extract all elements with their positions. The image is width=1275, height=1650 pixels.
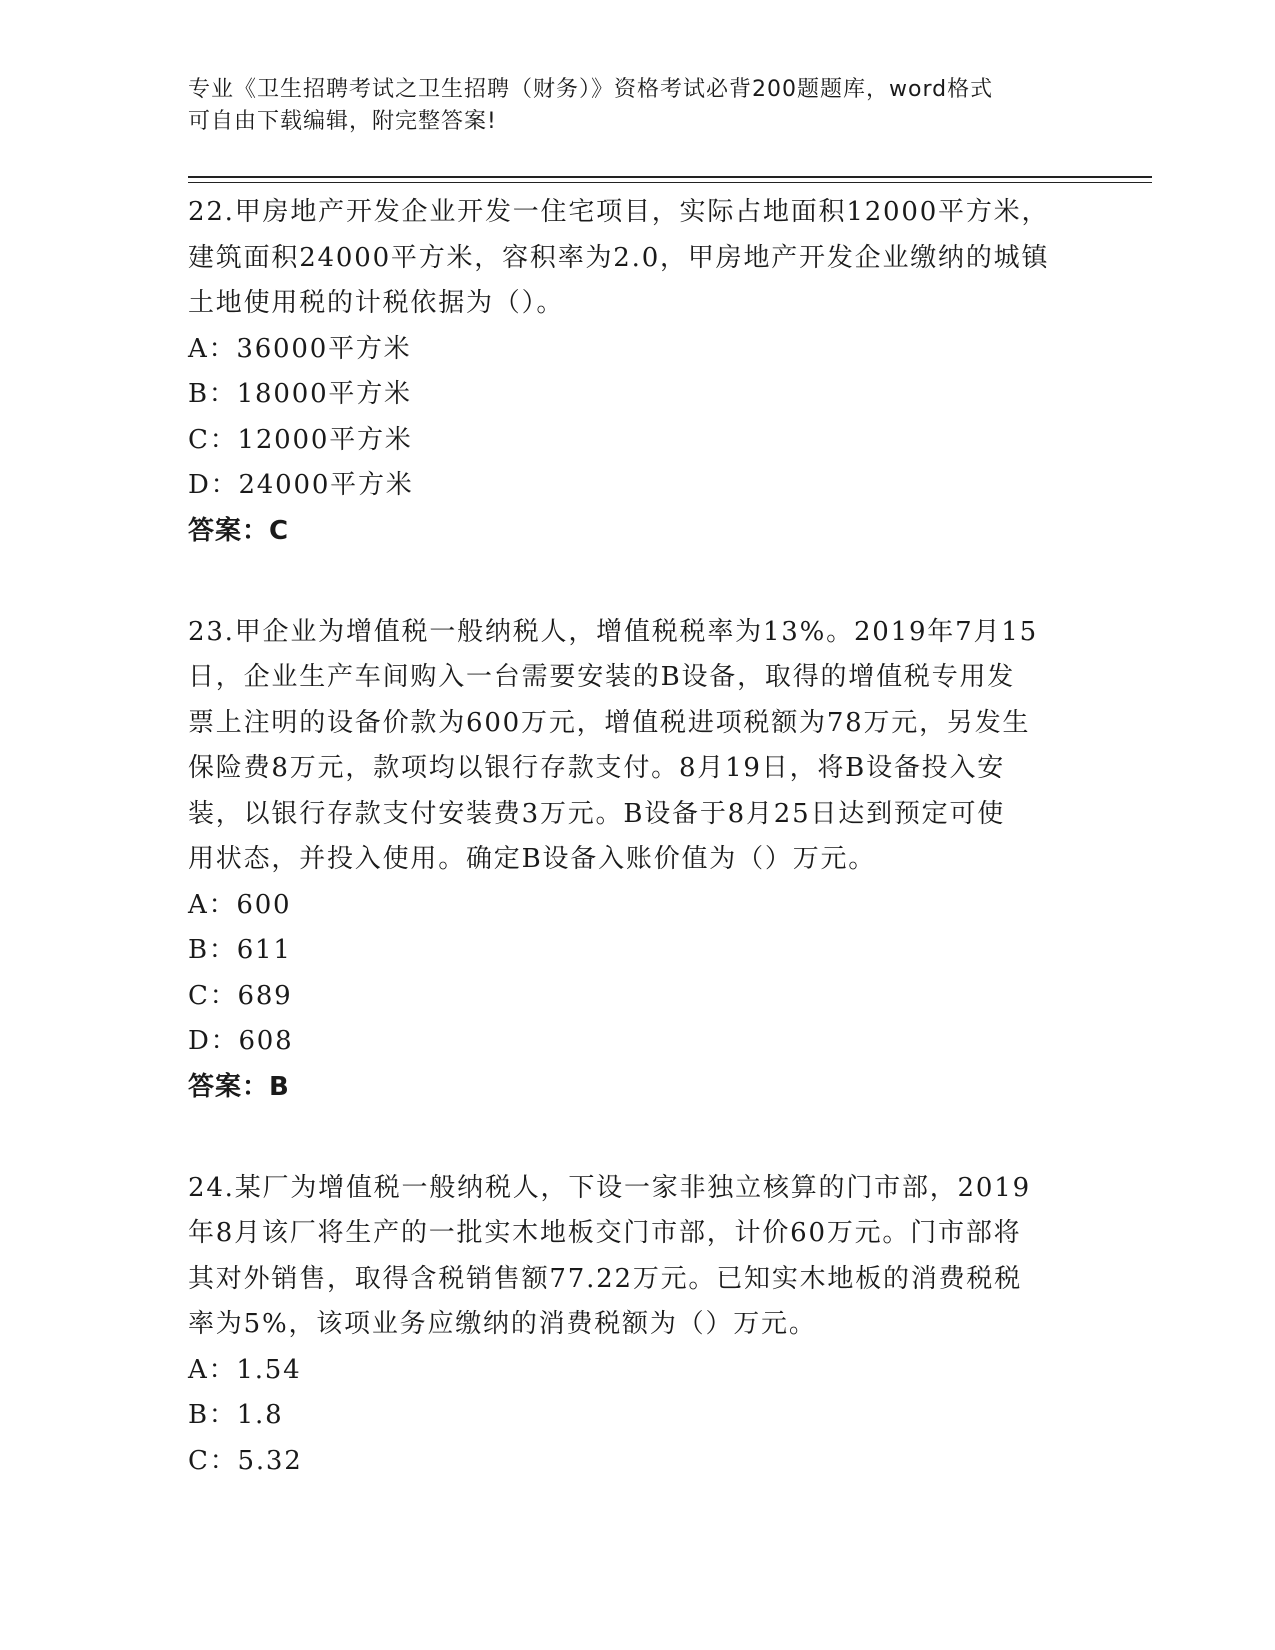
header-line-1: 专业《卫生招聘考试之卫生招聘（财务）》资格考试必背200题题库，word格式 (188, 77, 994, 102)
question-stem-line: 其对外销售，取得含税销售额77.22万元。已知实木地板的消费税税 (188, 1263, 1023, 1294)
question-stem-line: 土地使用税的计税依据为（）。 (188, 288, 565, 318)
question-stem-line: 22.甲房地产开发企业开发一住宅项目，实际占地面积12000平方米， (188, 197, 1050, 227)
option-b: B：18000平方米 (188, 379, 412, 409)
question-24 (188, 1166, 1088, 1485)
question-list (188, 190, 1088, 1484)
option-b: B：611 (188, 935, 292, 965)
option-d: D：24000平方米 (188, 470, 414, 500)
question-stem-line: 票上注明的设备价款为600万元，增值税进项税额为78万元，另发生 (188, 707, 1031, 738)
question-stem-line: 装，以银行存款支付安装费3万元。B设备于8月25日达到预定可使 (188, 798, 1006, 829)
option-d: D：608 (188, 1026, 294, 1056)
question-stem-line: 日，企业生产车间购入一台需要安装的B设备，取得的增值税专用发 (188, 662, 1016, 692)
document-header (188, 74, 1088, 138)
question-stem-line: 保险费8万元，款项均以银行存款支付。8月19日，将B设备投入安 (188, 753, 1006, 783)
answer-line: 答案：C (188, 515, 290, 546)
question-spacer (188, 554, 1088, 610)
question-stem-line: 24.某厂为增值税一般纳税人，下设一家非独立核算的门市部，2019 (188, 1172, 1031, 1203)
answer-line: 答案：B (188, 1071, 290, 1102)
question-stem-line: 年8月该厂将生产的一批实木地板交门市部，计价60万元。门市部将 (188, 1218, 1022, 1248)
question-stem-line: 建筑面积24000平方米，容积率为2.0，甲房地产开发企业缴纳的城镇 (188, 242, 1050, 273)
question-23 (188, 610, 1088, 1110)
header-divider-thin (188, 182, 1152, 183)
question-spacer (188, 1110, 1088, 1166)
option-b: B：1.8 (188, 1400, 284, 1430)
question-stem-line: 用状态，并投入使用。确定B设备入账价值为（）万元。 (188, 844, 877, 874)
header-divider-thick (188, 176, 1152, 178)
question-22 (188, 190, 1088, 554)
option-c: C：12000平方米 (188, 424, 413, 455)
option-a: A：36000平方米 (188, 333, 412, 364)
question-stem-line: 23.甲企业为增值税一般纳税人，增值税税率为13%。2019年7月15 (188, 616, 1038, 647)
option-a: A：600 (188, 889, 292, 920)
option-c: C：5.32 (188, 1445, 303, 1476)
option-a: A：1.54 (188, 1354, 302, 1385)
option-c: C：689 (188, 980, 293, 1011)
question-stem-line: 率为5%，该项业务应缴纳的消费税额为（）万元。 (188, 1309, 817, 1339)
header-line-2: 可自由下载编辑，附完整答案! (188, 109, 497, 134)
